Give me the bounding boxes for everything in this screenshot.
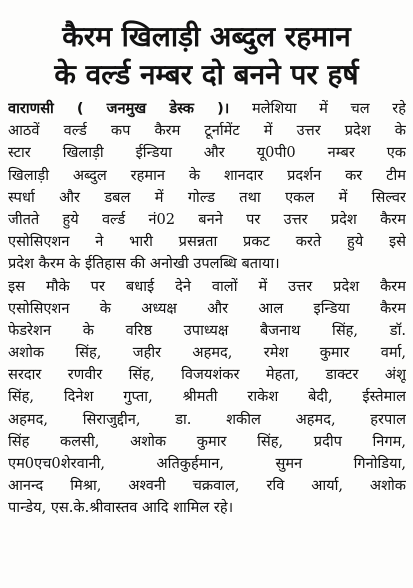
- body-line-12: अशोक सिंह, जहीर अहमद, रमेश कुमार वर्मा,: [8, 344, 406, 362]
- body-line-6: जीतते हुये वर्ल्ड नं02 बनने पर उत्तर प्रदेश कैरम: [8, 210, 406, 228]
- body-line-2: आठवें वर्ल्ड कप कैरम टूर्नामेंट में उत्तर प्रदेश के: [8, 122, 406, 140]
- body-line-16: सिंह कलसी, अशोक कुमार सिंह, प्रदीप निगम,: [8, 432, 406, 450]
- headline-line-1: कैरम खिलाड़ी अब्दुल रहमान: [62, 20, 351, 53]
- body-line-14: सिंह, दिनेश गुप्ता, श्रीमती राकेश बेदी, ईस्तेमाल: [8, 388, 406, 406]
- body-line-9: इस मौके पर बधाई देने वालों में उत्तर प्रदेश कैरम: [8, 277, 406, 295]
- body-line-15: अहमद, सिराजुद्दीन, डा. शकील अहमद, हरपाल: [8, 410, 406, 428]
- body-line-4: खिलाड़ी अब्दुल रहमान के शानदार प्रदर्शन कर टीम: [8, 166, 406, 184]
- article-body: [8, 98, 406, 520]
- body-line-3: स्टार खिलाड़ी ईन्डिया और यू0पी0 नम्बर एक: [8, 144, 406, 162]
- body-line-8: प्रदेश कैरम के ईतिहास की अनोखी उपलब्धि बताया।: [8, 255, 280, 273]
- body-line-13: सरदार रणवीर सिंह, विजयशंकर मेहता, डाक्टर अंशू: [8, 366, 406, 384]
- body-line-1: [8, 98, 406, 120]
- body-line-19: पान्डेय, एस.के.श्रीवास्तव आदि शामिल रहे।: [8, 499, 234, 517]
- body-line-11: फेडरेशन के वरिष्ठ उपाध्यक्ष बैजनाथ सिंह, डॉ.: [8, 321, 406, 339]
- body-line-10: एसोसिएशन के अध्यक्ष और आल इन्डिया कैरम: [8, 299, 406, 317]
- body-line-5: स्पर्धा और डबल में गोल्ड तथा एकल में सिल्वर: [8, 188, 406, 206]
- body-line-1-text: मलेशिया में चल रहे: [251, 100, 406, 117]
- dateline: वाराणसी ( जनमुख डेस्क )।: [8, 100, 230, 117]
- headline-line-2: के वर्ल्ड नम्बर दो बनने पर हर्ष: [54, 58, 359, 91]
- body-line-7: एसोसिएशन ने भारी प्रसन्नता प्रकट करते हुये इसे: [8, 233, 406, 251]
- body-line-18: आनन्द मिश्रा, अश्वनी चक्रवाल, रवि आर्या, अशोक: [8, 477, 406, 495]
- body-line-17: एम0एच0शेरवानी, अतिकुर्हमान, सुमन गिनोडिया,: [8, 455, 406, 472]
